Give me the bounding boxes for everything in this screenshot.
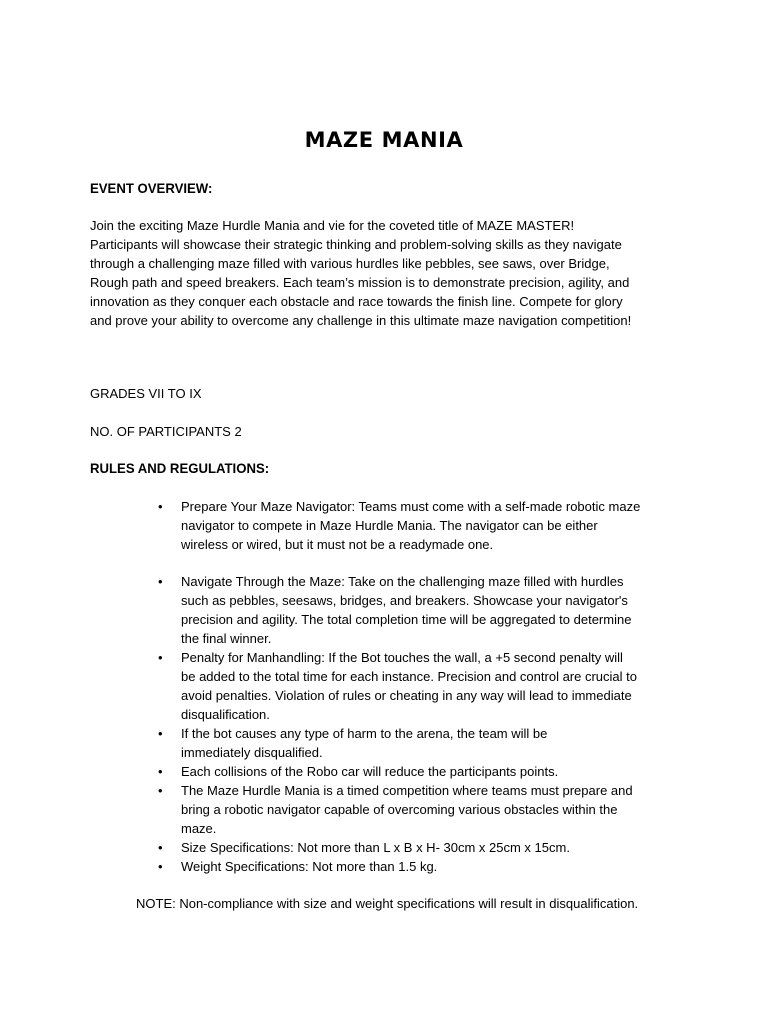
rule-line: disqualification.	[181, 707, 270, 722]
rule-line: Size Specifications: Not more than L x B x H- 30cm x 25cm x 15cm.	[181, 840, 570, 855]
rule-item	[156, 497, 696, 554]
rule-item	[156, 838, 696, 857]
rule-line: Each collisions of the Robo car will reduce the participants points.	[181, 764, 559, 779]
rule-line: precision and agility. The total completion time will be aggregated to determine	[181, 612, 632, 627]
bullet-icon: •	[158, 764, 163, 779]
rule-line: maze.	[181, 821, 217, 836]
document-title: MAZE MANIA	[304, 128, 464, 152]
grades-text: GRADES VII TO IX	[90, 386, 202, 401]
note-text: NOTE: Non-compliance with size and weight specifications will result in disqualification.	[136, 896, 639, 911]
overview-line: Join the exciting Maze Hurdle Mania and vie for the coveted title of MAZE MASTER!	[90, 218, 575, 233]
rule-item	[156, 857, 696, 876]
bullet-icon: •	[158, 726, 163, 741]
rules-list	[156, 497, 696, 876]
bullet-icon: •	[158, 783, 163, 798]
rule-line: such as pebbles, seesaws, bridges, and breakers. Showcase your navigator's	[181, 593, 628, 608]
bullet-icon: •	[158, 859, 163, 874]
rule-line: Prepare Your Maze Navigator: Teams must come with a self-made robotic maze	[181, 499, 641, 514]
overview-line: and prove your ability to overcome any challenge in this ultimate maze navigation competition!	[90, 313, 632, 328]
rule-item	[156, 572, 696, 648]
rule-line: immediately disqualified.	[181, 745, 323, 760]
rule-item	[156, 781, 696, 838]
rule-line: bring a robotic navigator capable of overcoming various obstacles within the	[181, 802, 618, 817]
bullet-icon: •	[158, 840, 163, 855]
bullet-icon: •	[158, 574, 163, 589]
rule-line: the final winner.	[181, 631, 272, 646]
rule-line: Penalty for Manhandling: If the Bot touches the wall, a +5 second penalty will	[181, 650, 623, 665]
rules-heading: RULES AND REGULATIONS:	[90, 460, 270, 476]
rule-line: wireless or wired, but it must not be a readymade one.	[181, 537, 494, 552]
rule-line: Navigate Through the Maze: Take on the challenging maze filled with hurdles	[181, 574, 624, 589]
rule-item	[156, 648, 696, 724]
rule-line: The Maze Hurdle Mania is a timed competition where teams must prepare and	[181, 783, 633, 798]
rule-item	[156, 762, 696, 781]
participants-text: NO. OF PARTICIPANTS 2	[90, 424, 242, 439]
overview-line: innovation as they conquer each obstacle and race towards the finish line. Compete for glory	[90, 294, 623, 309]
overview-line: Participants will showcase their strategic thinking and problem-solving skills as they navigate	[90, 237, 622, 252]
bullet-icon: •	[158, 499, 163, 514]
overview-heading: EVENT OVERVIEW:	[90, 180, 213, 196]
overview-line: through a challenging maze filled with various hurdles like pebbles, see saws, over Bridge,	[90, 256, 610, 271]
rule-line: navigator to compete in Maze Hurdle Mania. The navigator can be either	[181, 518, 598, 533]
bullet-icon: •	[158, 650, 163, 665]
rule-item	[156, 724, 696, 762]
overview-paragraph	[90, 216, 690, 330]
rule-line: If the bot causes any type of harm to the arena, the team will be	[181, 726, 548, 741]
overview-line: Rough path and speed breakers. Each team’s mission is to demonstrate precision, agility, and	[90, 275, 630, 290]
rule-line: Weight Specifications: Not more than 1.5 kg.	[181, 859, 438, 874]
rule-line: avoid penalties. Violation of rules or cheating in any way will lead to immediate	[181, 688, 632, 703]
rule-line: be added to the total time for each instance. Precision and control are crucial to	[181, 669, 637, 684]
